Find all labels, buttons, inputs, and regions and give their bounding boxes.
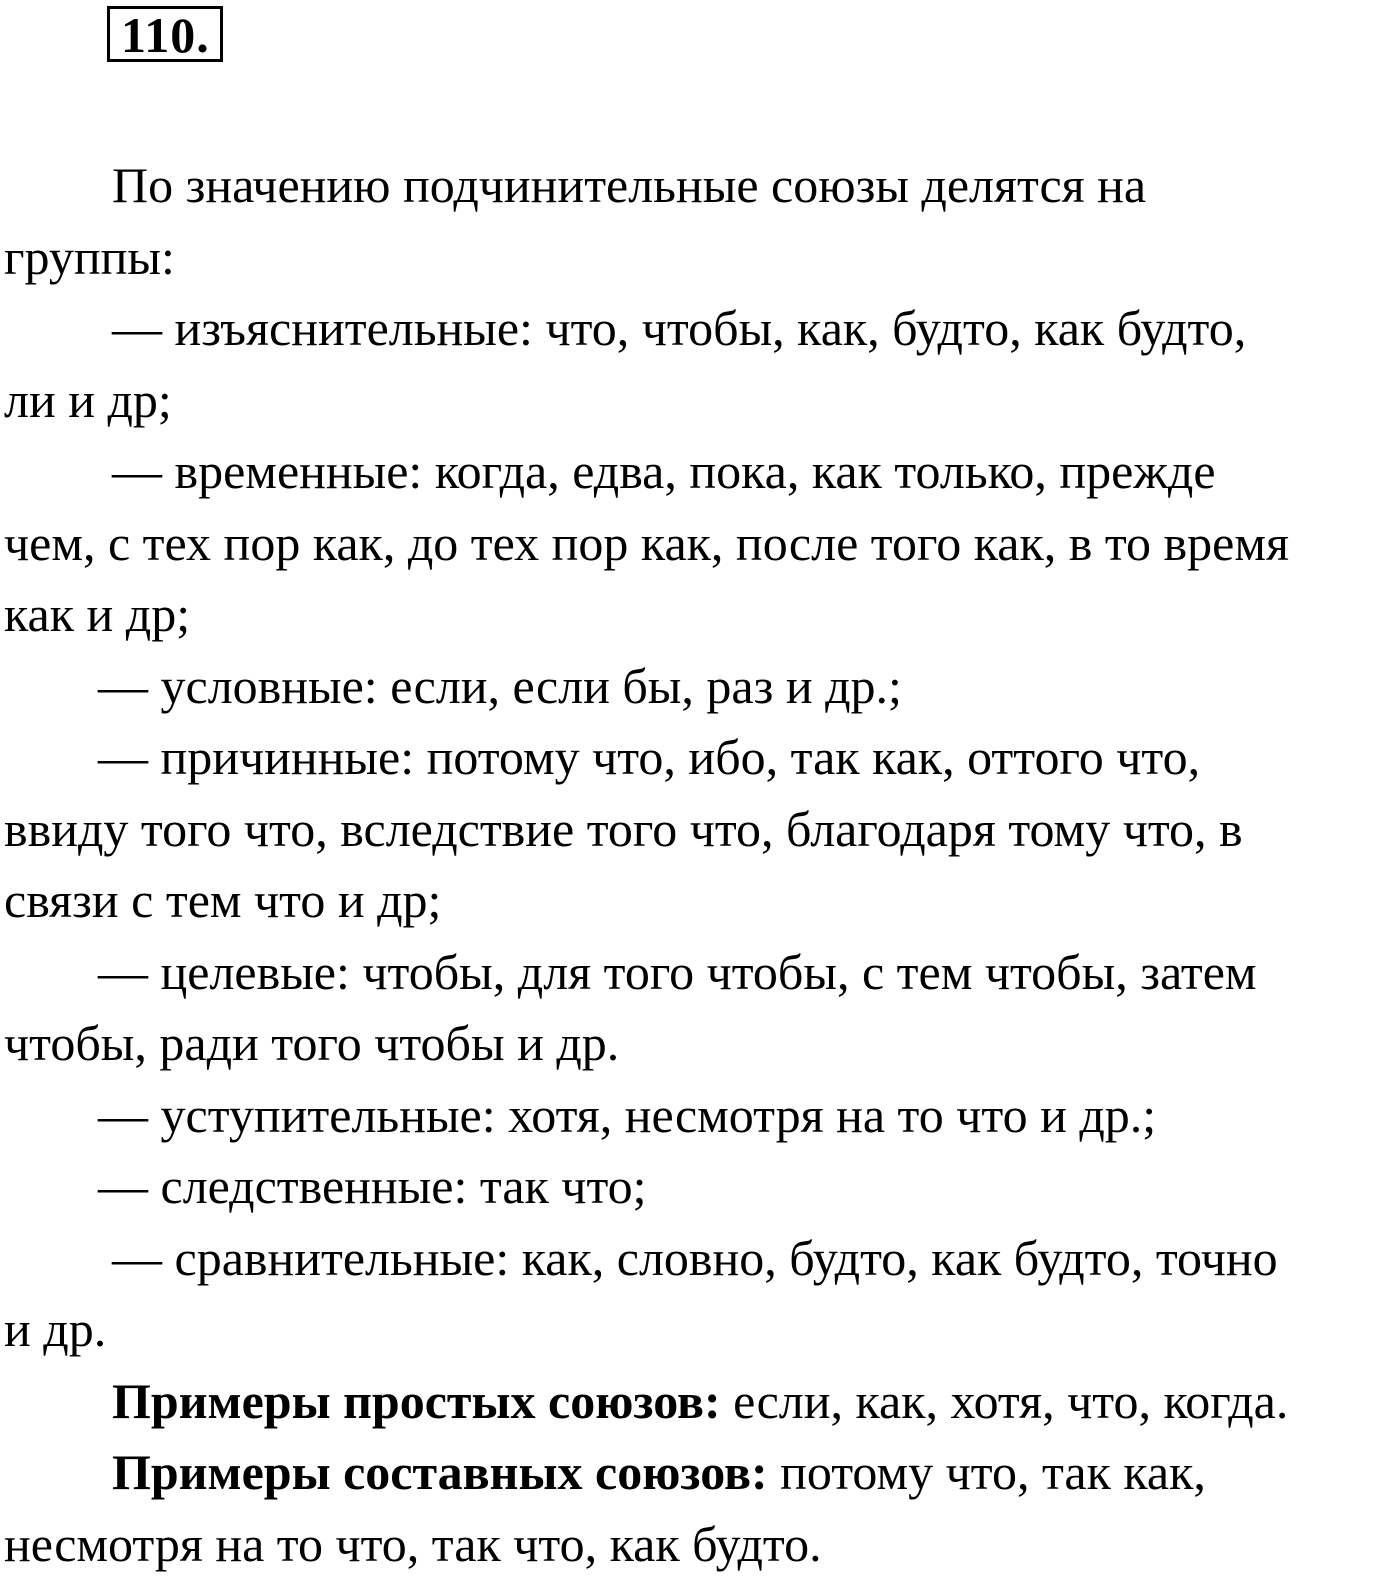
simple-conjunctions-examples (4, 1366, 1400, 1438)
text-line: — изъяснительные: что, чтобы, как, будто, как будто, (4, 293, 1400, 365)
simple-examples-text: если, как, хотя, что, когда. (721, 1373, 1289, 1429)
simple-examples-label: Примеры простых союзов: (112, 1373, 721, 1429)
document-body (4, 150, 1400, 1580)
compound-examples-continuation: несмотря на то что, так что, как будто. (4, 1509, 1400, 1580)
text-line: — условные: если, если бы, раз и др.; (4, 651, 1400, 723)
text-line: По значению подчинительные союзы делятся на (4, 150, 1400, 222)
text-line: — уступительные: хотя, несмотря на то что и др.; (4, 1080, 1400, 1152)
text-line: — временные: когда, едва, пока, как только, прежде (4, 436, 1400, 508)
text-line: как и др; (4, 579, 1400, 651)
text-line: ввиду того что, вследствие того что, благодаря тому что, в (4, 794, 1400, 866)
text-line: ли и др; (4, 365, 1400, 437)
compound-conjunctions-examples (4, 1437, 1400, 1509)
text-line: — следственные: так что; (4, 1151, 1400, 1223)
compound-examples-text: потому что, так как, (768, 1444, 1206, 1500)
compound-examples-label: Примеры составных союзов: (112, 1444, 768, 1500)
text-line: чтобы, ради того чтобы и др. (4, 1008, 1400, 1080)
text-line: — целевые: чтобы, для того чтобы, с тем чтобы, затем (4, 937, 1400, 1009)
text-line: чем, с тех пор как, до тех пор как, после того как, в то время (4, 508, 1400, 580)
text-line: и др. (4, 1294, 1400, 1366)
text-line: — причинные: потому что, ибо, так как, оттого что, (4, 722, 1400, 794)
text-line: — сравнительные: как, словно, будто, как будто, точно (4, 1223, 1400, 1295)
text-line: группы: (4, 222, 1400, 294)
text-line: связи с тем что и др; (4, 865, 1400, 937)
exercise-number-box: 110. (107, 6, 223, 62)
